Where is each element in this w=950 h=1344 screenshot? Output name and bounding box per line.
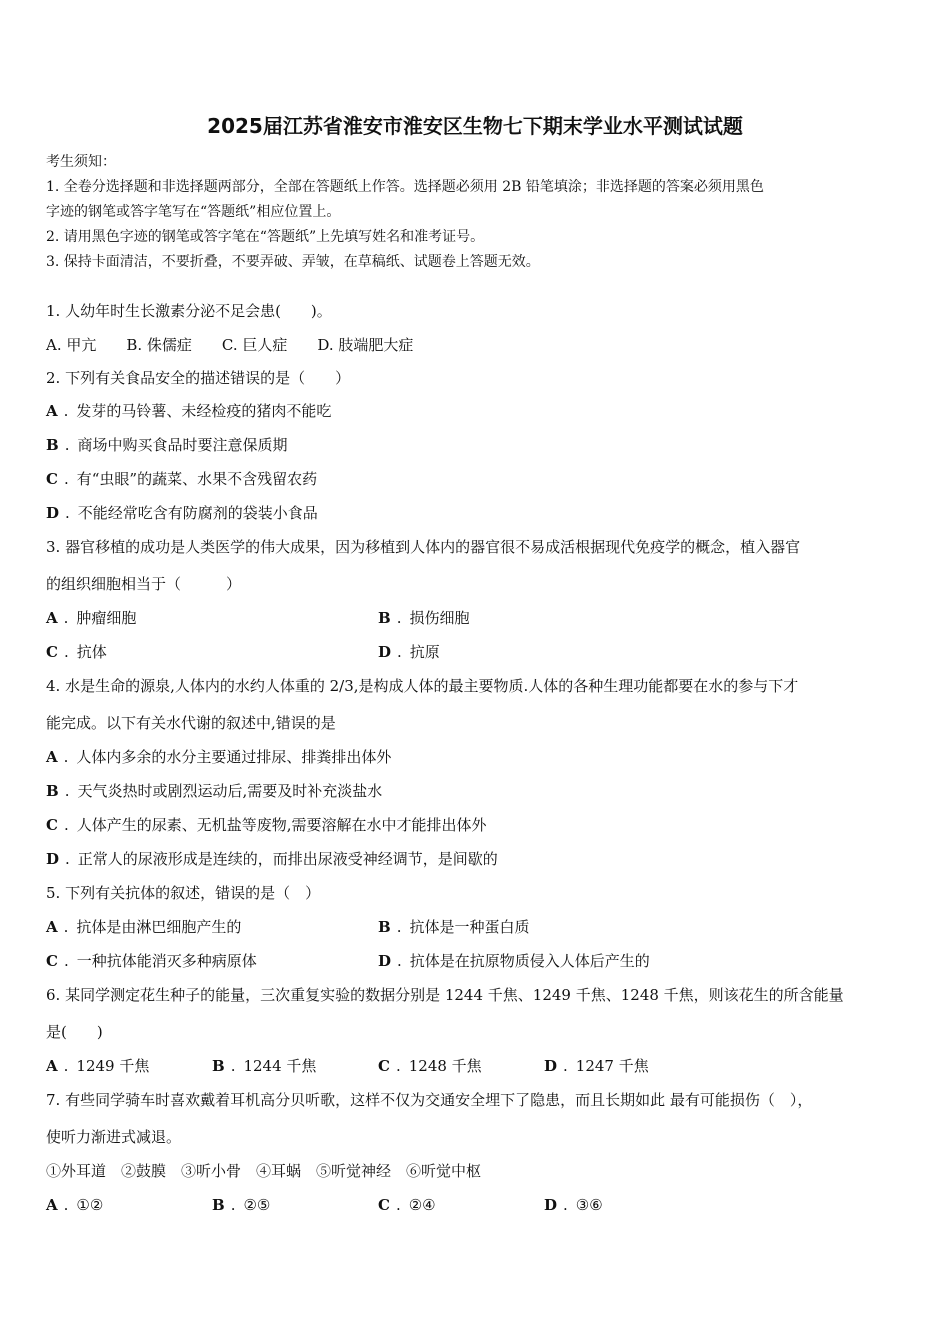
option-text: ①②	[76, 1196, 104, 1214]
question-7-option-d: D . ③⑥	[544, 1196, 603, 1214]
option-letter: B	[378, 609, 391, 627]
option-text: ②⑤	[243, 1196, 271, 1214]
option-letter: A	[46, 918, 58, 936]
question-6-option-c: C . 1248 千焦	[378, 1057, 482, 1075]
option-letter: B	[378, 918, 391, 936]
option-text: 1247 千焦	[575, 1057, 649, 1075]
option-letter: D	[378, 952, 392, 970]
option-letter: B	[46, 436, 59, 454]
question-4-stem: 4. 水是生命的源泉,人体内的水约人体重的 2/3,是构成人体的最主要物质.人体的各种生理功能都要在水的参与下才	[46, 677, 799, 695]
question-3-option-d: D . 抗原	[378, 643, 440, 661]
option-letter: A	[46, 1196, 58, 1214]
notice-item-1: 1. 全卷分选择题和非选择题两部分，全部在答题纸上作答。选择题必须用 2B 铅笔填涂；非选择题的答案必须用黑色	[46, 179, 764, 195]
question-7-option-c: C . ②④	[378, 1196, 436, 1214]
option-text: 一种抗体能消灭多种病原体	[76, 952, 257, 970]
option-letter: D	[544, 1196, 558, 1214]
question-6-option-d: D . 1247 千焦	[544, 1057, 649, 1075]
option-text: 有“虫眼”的蔬菜、水果不含残留农药	[76, 470, 318, 488]
question-4-option-d: D . 正常人的尿液形成是连续的，而排出尿液受神经调节，是间歇的	[46, 850, 498, 868]
question-5-option-a: A . 抗体是由淋巴细胞产生的	[46, 918, 242, 936]
notice-item-2: 2. 请用黑色字迹的钢笔或答字笔在“答题纸”上先填写姓名和准考证号。	[46, 229, 485, 245]
question-7-stem: 7. 有些同学骑车时喜欢戴着耳机高分贝听歌，这样不仅为交通安全埋下了隐患，而且长期如此 最有可能损伤（ ），	[46, 1091, 813, 1109]
question-4-option-b: B . 天气炎热时或剧烈运动后,需要及时补充淡盐水	[46, 782, 383, 800]
option-text: 1249 千焦	[76, 1057, 150, 1075]
option-text: 抗体是由淋巴细胞产生的	[76, 918, 242, 936]
option-text: 人体产生的尿素、无机盐等废物,需要溶解在水中才能排出体外	[76, 816, 487, 834]
question-3-option-a: A . 肿瘤细胞	[46, 609, 137, 627]
option-text: 人体内多余的水分主要通过排尿、排粪排出体外	[76, 748, 392, 766]
notice-heading: 考生须知：	[46, 154, 116, 170]
option-text: 抗体是一种蛋白质	[409, 918, 530, 936]
question-3-stem-cont: 的组织细胞相当于（ ）	[46, 575, 242, 593]
question-2-option-d: D . 不能经常吃含有防腐剂的袋装小食品	[46, 504, 318, 522]
option-text: 损伤细胞	[409, 609, 470, 627]
option-text: 1244 千焦	[243, 1057, 317, 1075]
question-4-stem-cont: 能完成。以下有关水代谢的叙述中,错误的是	[46, 714, 336, 732]
question-2-option-c: C . 有“虫眼”的蔬菜、水果不含残留农药	[46, 470, 318, 488]
question-2-option-a: A . 发芽的马铃薯、未经检疫的猪肉不能吃	[46, 402, 332, 420]
question-4-option-c: C . 人体产生的尿素、无机盐等废物,需要溶解在水中才能排出体外	[46, 816, 487, 834]
question-4-option-a: A . 人体内多余的水分主要通过排尿、排粪排出体外	[46, 748, 392, 766]
question-7-option-b: B . ②⑤	[212, 1196, 271, 1214]
question-6-option-a: A . 1249 千焦	[46, 1057, 150, 1075]
question-3-option-c: C . 抗体	[46, 643, 107, 661]
question-7-stem-cont: 使听力渐进式减退。	[46, 1128, 182, 1146]
option-text: 1248 千焦	[408, 1057, 482, 1075]
option-letter: D	[46, 850, 60, 868]
option-letter: C	[46, 952, 58, 970]
question-2-stem: 2. 下列有关食品安全的描述错误的是（ ）	[46, 369, 351, 387]
option-text: ③⑥	[575, 1196, 603, 1214]
option-letter: C	[46, 470, 58, 488]
question-6-stem: 6. 某同学测定花生种子的能量，三次重复实验的数据分别是 1244 千焦、1249 千焦、1248 千焦，则该花生的所含能量	[46, 986, 844, 1004]
option-text: 抗体是在抗原物质侵入人体后产生的	[409, 952, 650, 970]
option-letter: A	[46, 1057, 58, 1075]
question-5-stem: 5. 下列有关抗体的叙述，错误的是（ ）	[46, 884, 321, 902]
option-letter: D	[378, 643, 392, 661]
option-letter: C	[378, 1196, 390, 1214]
question-7-parts: ①外耳道 ②鼓膜 ③听小骨 ④耳蜗 ⑤听觉神经 ⑥听觉中枢	[46, 1162, 482, 1180]
option-letter: A	[46, 402, 58, 420]
option-letter: D	[544, 1057, 558, 1075]
option-letter: A	[46, 609, 58, 627]
notice-item-1-cont: 字迹的钢笔或答字笔写在“答题纸”相应位置上。	[46, 204, 341, 220]
option-text: 抗原	[409, 643, 440, 661]
option-text: 抗体	[76, 643, 107, 661]
option-text: ②④	[408, 1196, 436, 1214]
page-title: 2025届江苏省淮安市淮安区生物七下期末学业水平测试试题	[207, 114, 743, 138]
question-5-option-c: C . 一种抗体能消灭多种病原体	[46, 952, 257, 970]
question-7-option-a: A . ①②	[46, 1196, 104, 1214]
notice-item-3: 3. 保持卡面清洁，不要折叠，不要弄破、弄皱，在草稿纸、试题卷上答题无效。	[46, 254, 540, 270]
option-letter: C	[46, 816, 58, 834]
question-3-option-b: B . 损伤细胞	[378, 609, 470, 627]
option-letter: A	[46, 748, 58, 766]
option-text: 不能经常吃含有防腐剂的袋装小食品	[77, 504, 318, 522]
option-letter: B	[46, 782, 59, 800]
option-letter: D	[46, 504, 60, 522]
question-6-option-b: B . 1244 千焦	[212, 1057, 317, 1075]
option-letter: C	[378, 1057, 390, 1075]
question-2-option-b: B . 商场中购买食品时要注意保质期	[46, 436, 288, 454]
option-text: 商场中购买食品时要注意保质期	[77, 436, 288, 454]
option-letter: C	[46, 643, 58, 661]
question-1-stem: 1. 人幼年时生长激素分泌不足会患( )。	[46, 302, 332, 320]
option-text: 天气炎热时或剧烈运动后,需要及时补充淡盐水	[77, 782, 383, 800]
question-5-option-b: B . 抗体是一种蛋白质	[378, 918, 530, 936]
question-5-option-d: D . 抗体是在抗原物质侵入人体后产生的	[378, 952, 650, 970]
question-6-stem-cont: 是( )	[46, 1023, 103, 1041]
option-text: 肿瘤细胞	[76, 609, 137, 627]
question-3-stem: 3. 器官移植的成功是人类医学的伟大成果，因为移植到人体内的器官很不易成活根据现代免疫学的概念，植入器官	[46, 538, 801, 556]
question-1-options: A. 甲亢 B. 侏儒症 C. 巨人症 D. 肢端肥大症	[46, 336, 414, 354]
option-letter: B	[212, 1057, 225, 1075]
option-text: 正常人的尿液形成是连续的，而排出尿液受神经调节，是间歇的	[77, 850, 498, 868]
option-letter: B	[212, 1196, 225, 1214]
option-text: 发芽的马铃薯、未经检疫的猪肉不能吃	[76, 402, 332, 420]
